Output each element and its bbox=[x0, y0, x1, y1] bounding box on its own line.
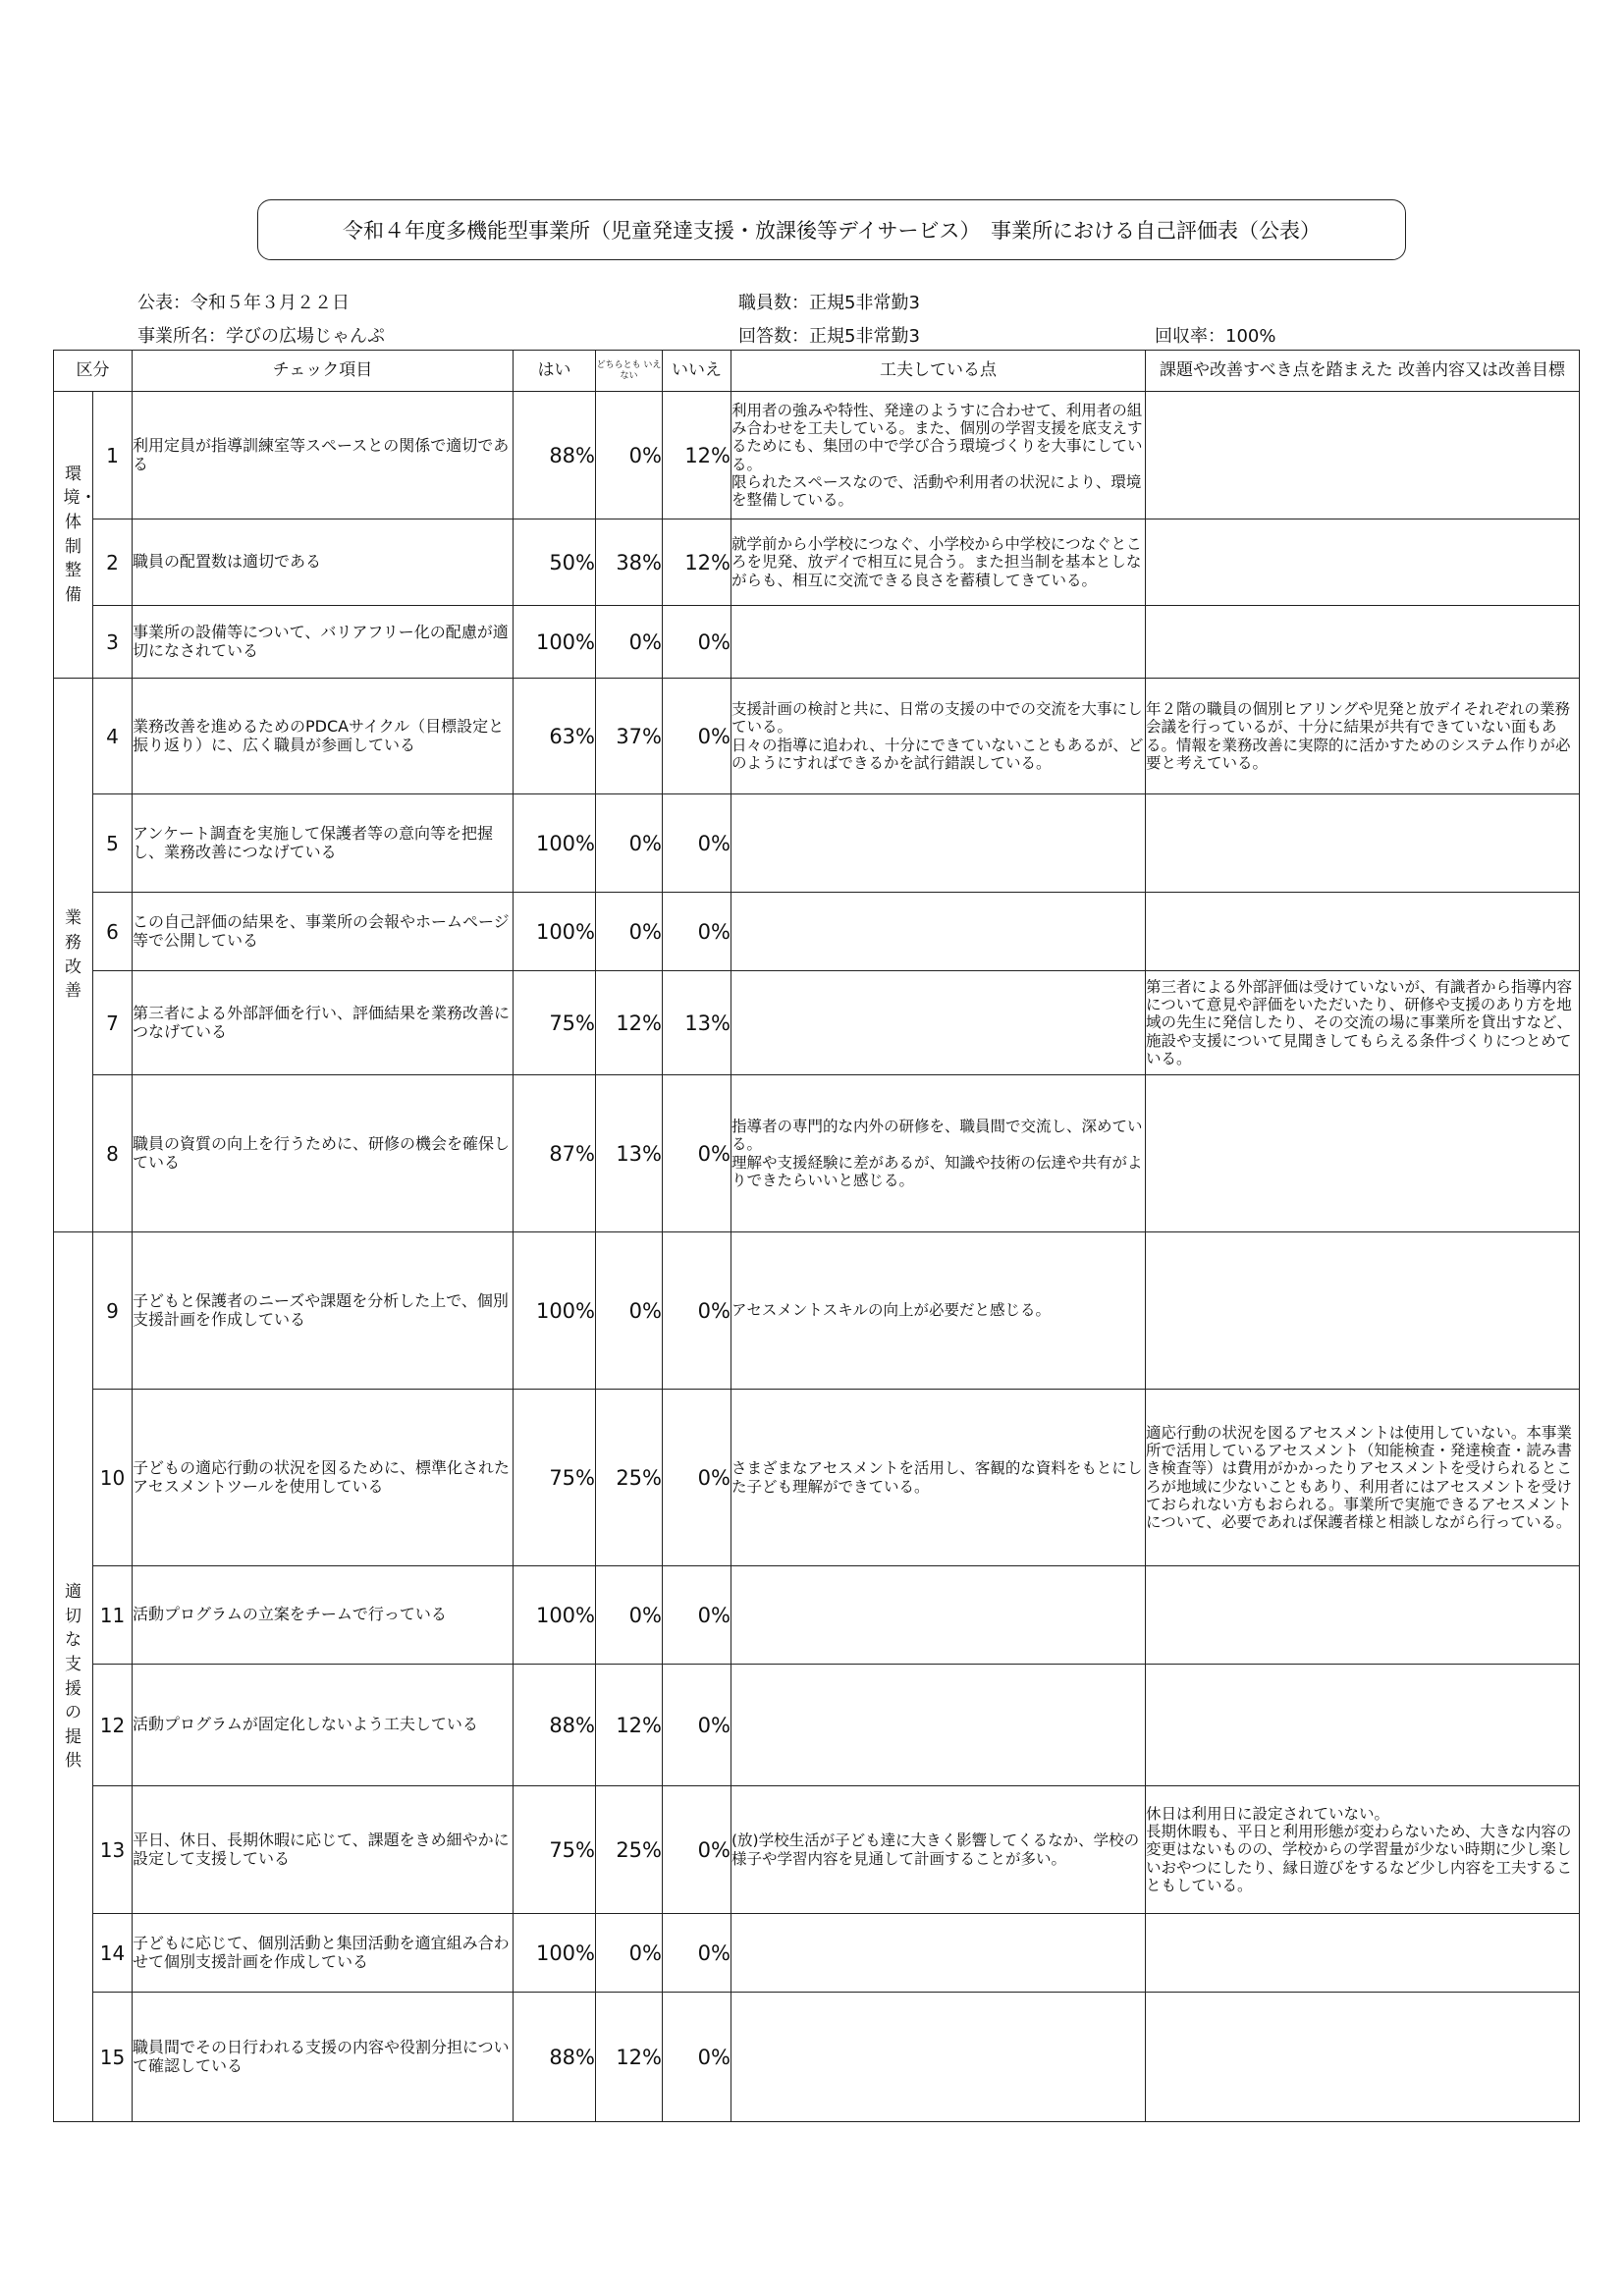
issues-note: 休日は利用日に設定されていない。 長期休暇も、平日と利用形態が変わらないため、大きな内容の変更はないものの、学校からの学習量が少ない時期に少し楽しいおやつにしたり、縁日遊びをするなど少し内容を工夫することもしている。 bbox=[1146, 1786, 1580, 1914]
no-percent: 0% bbox=[663, 1232, 731, 1390]
neither-percent: 0% bbox=[596, 893, 663, 971]
no-percent: 0% bbox=[663, 1914, 731, 1993]
issues-note: 第三者による外部評価は受けていないが、有識者から指導内容について意見や評価をいただいたり、研修や支援のあり方を地域の先生に発信したり、その交流の場に事業所を貸出すなど、施設や支援について見聞きしてもらえる条件づくりにつとめている。 bbox=[1146, 971, 1580, 1075]
yes-percent: 88% bbox=[514, 392, 596, 519]
issues-note bbox=[1146, 606, 1580, 679]
no-percent: 0% bbox=[663, 1075, 731, 1232]
neither-percent: 0% bbox=[596, 1566, 663, 1665]
header-yes: はい bbox=[514, 351, 596, 392]
check-item: アンケート調査を実施して保護者等の意向等を把握し、業務改善につなげている bbox=[133, 794, 514, 893]
issues-note bbox=[1146, 1914, 1580, 1993]
neither-percent: 0% bbox=[596, 606, 663, 679]
effort-note bbox=[731, 893, 1146, 971]
yes-percent: 100% bbox=[514, 1566, 596, 1665]
header-row bbox=[54, 351, 1580, 392]
check-item: 活動プログラムが固定化しないよう工夫している bbox=[133, 1665, 514, 1786]
no-percent: 13% bbox=[663, 971, 731, 1075]
check-item: この自己評価の結果を、事業所の会報やホームページ等で公開している bbox=[133, 893, 514, 971]
item-number: 2 bbox=[93, 519, 133, 606]
response-rate: 回収率：100% bbox=[1155, 326, 1276, 347]
header-effort: 工夫している点 bbox=[731, 351, 1146, 392]
category-label: 環境・体制整備 bbox=[63, 464, 97, 605]
effort-note: アセスメントスキルの向上が必要だと感じる。 bbox=[731, 1232, 1146, 1390]
check-item: 業務改善を進めるためのPDCAサイクル（目標設定と振り返り）に、広く職員が参画している bbox=[133, 679, 514, 794]
item-number: 14 bbox=[93, 1914, 133, 1993]
effort-note: 支援計画の検討と共に、日常の支援の中での交流を大事にしている。 日々の指導に追われ、十分にできていないこともあるが、どのようにすればできるかを試行錯誤している。 bbox=[731, 679, 1146, 794]
no-percent: 0% bbox=[663, 1665, 731, 1786]
neither-percent: 0% bbox=[596, 1914, 663, 1993]
table-row bbox=[54, 1993, 1580, 2122]
no-percent: 0% bbox=[663, 1566, 731, 1665]
table-row bbox=[54, 392, 1580, 519]
issues-note bbox=[1146, 519, 1580, 606]
issues-note bbox=[1146, 1075, 1580, 1232]
check-item: 平日、休日、長期休暇に応じて、課題をきめ細やかに設定して支援している bbox=[133, 1786, 514, 1914]
item-number: 11 bbox=[93, 1566, 133, 1665]
check-item: 職員の資質の向上を行うために、研修の機会を確保している bbox=[133, 1075, 514, 1232]
item-number: 15 bbox=[93, 1993, 133, 2122]
header-neither: どちらとも いえない bbox=[596, 351, 663, 392]
item-number: 9 bbox=[93, 1232, 133, 1390]
effort-note: 利用者の強みや特性、発達のようすに合わせて、利用者の組み合わせを工夫している。また、個別の学習支援を底支えするためにも、集団の中で学び合う環境づくりを大事にしている。 限られたスペースなので、活動や利用者の状況により、環境を整備している。 bbox=[731, 392, 1146, 519]
header-no: いいえ bbox=[663, 351, 731, 392]
table-row bbox=[54, 606, 1580, 679]
neither-percent: 12% bbox=[596, 971, 663, 1075]
neither-percent: 0% bbox=[596, 794, 663, 893]
no-percent: 0% bbox=[663, 606, 731, 679]
effort-note bbox=[731, 1914, 1146, 1993]
issues-note bbox=[1146, 392, 1580, 519]
header-category: 区分 bbox=[54, 351, 133, 392]
office-name: 事業所名：学びの広場じゃんぷ bbox=[137, 326, 385, 347]
neither-percent: 12% bbox=[596, 1665, 663, 1786]
table-row bbox=[54, 1075, 1580, 1232]
check-item: 子どもに応じて、個別活動と集団活動を適宜組み合わせて個別支援計画を作成している bbox=[133, 1914, 514, 1993]
check-item: 事業所の設備等について、バリアフリー化の配慮が適切になされている bbox=[133, 606, 514, 679]
issues-note bbox=[1146, 1993, 1580, 2122]
neither-percent: 37% bbox=[596, 679, 663, 794]
yes-percent: 63% bbox=[514, 679, 596, 794]
item-number: 6 bbox=[93, 893, 133, 971]
respondent-count: 回答数：正規5非常勤3 bbox=[738, 326, 920, 347]
effort-note bbox=[731, 1665, 1146, 1786]
no-percent: 0% bbox=[663, 893, 731, 971]
check-item: 子どもと保護者のニーズや課題を分析した上で、個別支援計画を作成している bbox=[133, 1232, 514, 1390]
yes-percent: 88% bbox=[514, 1993, 596, 2122]
no-percent: 0% bbox=[663, 794, 731, 893]
item-number: 4 bbox=[93, 679, 133, 794]
issues-note bbox=[1146, 794, 1580, 893]
item-number: 5 bbox=[93, 794, 133, 893]
issues-note bbox=[1146, 1232, 1580, 1390]
table-row bbox=[54, 1786, 1580, 1914]
item-number: 10 bbox=[93, 1390, 133, 1566]
item-number: 3 bbox=[93, 606, 133, 679]
neither-percent: 25% bbox=[596, 1786, 663, 1914]
yes-percent: 75% bbox=[514, 1390, 596, 1566]
yes-percent: 88% bbox=[514, 1665, 596, 1786]
issues-note bbox=[1146, 1566, 1580, 1665]
table-row bbox=[54, 1566, 1580, 1665]
table-row bbox=[54, 519, 1580, 606]
yes-percent: 100% bbox=[514, 893, 596, 971]
page-title: 令和４年度多機能型事業所（児童発達支援・放課後等デイサービス） 事業所における自己評価表（公表） bbox=[257, 199, 1406, 260]
effort-note: 指導者の専門的な内外の研修を、職員間で交流し、深めている。 理解や支援経験に差があるが、知識や技術の伝達や共有がよりできたらいいと感じる。 bbox=[731, 1075, 1146, 1232]
header-issues: 課題や改善すべき点を踏まえた 改善内容又は改善目標 bbox=[1146, 351, 1580, 392]
effort-note bbox=[731, 794, 1146, 893]
no-percent: 0% bbox=[663, 679, 731, 794]
no-percent: 0% bbox=[663, 1786, 731, 1914]
check-item: 活動プログラムの立案をチームで行っている bbox=[133, 1566, 514, 1665]
table-row bbox=[54, 971, 1580, 1075]
issues-note bbox=[1146, 1665, 1580, 1786]
neither-percent: 13% bbox=[596, 1075, 663, 1232]
effort-note: さまざまなアセスメントを活用し、客観的な資料をもとにした子ども理解ができている。 bbox=[731, 1390, 1146, 1566]
table-row bbox=[54, 1232, 1580, 1390]
neither-percent: 38% bbox=[596, 519, 663, 606]
check-item: 第三者による外部評価を行い、評価結果を業務改善につなげている bbox=[133, 971, 514, 1075]
check-item: 職員間でその日行われる支援の内容や役割分担について確認している bbox=[133, 1993, 514, 2122]
yes-percent: 100% bbox=[514, 1232, 596, 1390]
table-row bbox=[54, 794, 1580, 893]
table-row bbox=[54, 893, 1580, 971]
yes-percent: 87% bbox=[514, 1075, 596, 1232]
neither-percent: 25% bbox=[596, 1390, 663, 1566]
no-percent: 12% bbox=[663, 519, 731, 606]
yes-percent: 75% bbox=[514, 971, 596, 1075]
neither-percent: 0% bbox=[596, 1232, 663, 1390]
table-row bbox=[54, 1390, 1580, 1566]
check-item: 利用定員が指導訓練室等スペースとの関係で適切である bbox=[133, 392, 514, 519]
effort-note: (放)学校生活が子ども達に大きく影響してくるなか、学校の様子や学習内容を見通して計画することが多い。 bbox=[731, 1786, 1146, 1914]
issues-note: 年２階の職員の個別ヒアリングや児発と放デイそれぞれの業務会議を行っているが、十分に結果が共有できていない面もある。情報を業務改善に実際的に活かすためのシステム作りが必要と考えている。 bbox=[1146, 679, 1580, 794]
neither-percent: 0% bbox=[596, 392, 663, 519]
category-label: 適切な支援の提供 bbox=[65, 1581, 81, 1772]
staff-count: 職員数：正規5非常勤3 bbox=[738, 293, 920, 313]
neither-percent: 12% bbox=[596, 1993, 663, 2122]
yes-percent: 100% bbox=[514, 1914, 596, 1993]
evaluation-table bbox=[53, 350, 1580, 2122]
effort-note bbox=[731, 1993, 1146, 2122]
item-number: 13 bbox=[93, 1786, 133, 1914]
table-row bbox=[54, 1914, 1580, 1993]
issues-note bbox=[1146, 893, 1580, 971]
no-percent: 0% bbox=[663, 1390, 731, 1566]
table-row bbox=[54, 1665, 1580, 1786]
yes-percent: 100% bbox=[514, 606, 596, 679]
issues-note: 適応行動の状況を図るアセスメントは使用していない。本事業所で活用しているアセスメント（知能検査・発達検査・読み書き検査等）は費用がかかったりアセスメントを受けられるところが地域に少ないこともあり、利用者にはアセスメントを受けておられない方もおられる。事業所で実施できるアセスメントについて、必要であれば保護者様と相談しながら行っている。 bbox=[1146, 1390, 1580, 1566]
no-percent: 0% bbox=[663, 1993, 731, 2122]
item-number: 12 bbox=[93, 1665, 133, 1786]
item-number: 7 bbox=[93, 971, 133, 1075]
category-cell bbox=[54, 1232, 93, 2122]
category-cell bbox=[54, 679, 93, 1232]
effort-note bbox=[731, 606, 1146, 679]
item-number: 1 bbox=[93, 392, 133, 519]
check-item: 子どもの適応行動の状況を図るために、標準化されたアセスメントツールを使用している bbox=[133, 1390, 514, 1566]
item-number: 8 bbox=[93, 1075, 133, 1232]
table-row bbox=[54, 679, 1580, 794]
yes-percent: 50% bbox=[514, 519, 596, 606]
check-item: 職員の配置数は適切である bbox=[133, 519, 514, 606]
yes-percent: 75% bbox=[514, 1786, 596, 1914]
category-cell bbox=[54, 392, 97, 679]
header-item: チェック項目 bbox=[133, 351, 514, 392]
no-percent: 12% bbox=[663, 392, 731, 519]
effort-note: 就学前から小学校につなぐ、小学校から中学校につなぐところを児発、放デイで相互に見合う。また担当制を基本としながらも、相互に交流できる良さを蓄積してきている。 bbox=[731, 519, 1146, 606]
published-date: 公表：令和５年３月２２日 bbox=[137, 293, 350, 313]
effort-note bbox=[731, 971, 1146, 1075]
category-label: 業務改善 bbox=[65, 908, 81, 1002]
yes-percent: 100% bbox=[514, 794, 596, 893]
effort-note bbox=[731, 1566, 1146, 1665]
